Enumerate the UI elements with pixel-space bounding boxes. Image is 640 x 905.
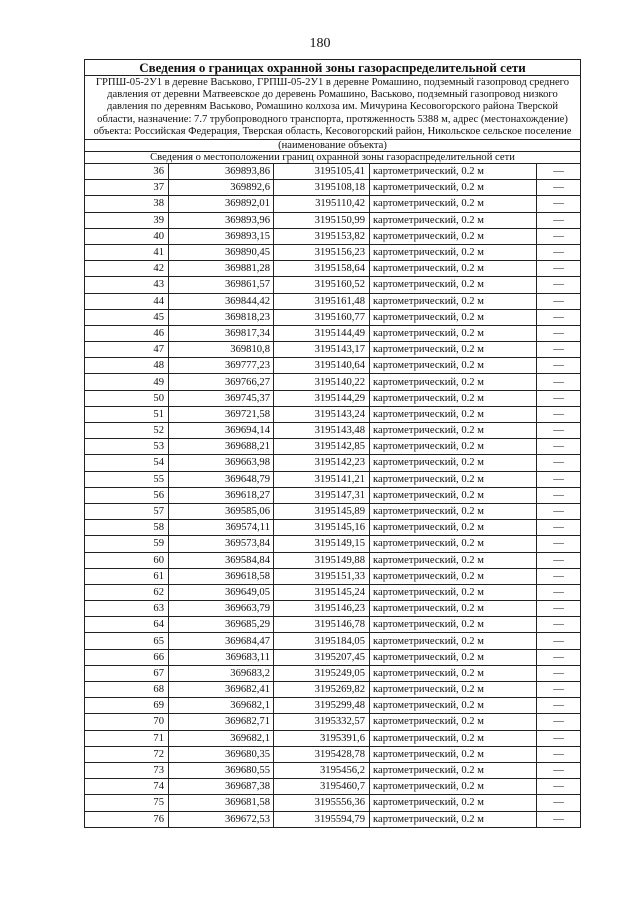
x-coordinate-cell: 369682,41 [169, 682, 274, 698]
point-number-cell: 46 [85, 325, 169, 341]
x-coordinate-cell: 369680,55 [169, 762, 274, 778]
table-row [85, 455, 580, 471]
method-accuracy-cell: картометрический, 0.2 м [370, 244, 537, 260]
x-coordinate-cell: 369745,37 [169, 390, 274, 406]
table-row [85, 682, 580, 698]
x-coordinate-cell: 369682,1 [169, 730, 274, 746]
y-coordinate-cell: 3195149,15 [274, 536, 370, 552]
description-cell: — [537, 649, 581, 665]
description-cell: — [537, 568, 581, 584]
description-cell: — [537, 293, 581, 309]
description-cell: — [537, 180, 581, 196]
y-coordinate-cell: 3195428,78 [274, 746, 370, 762]
table-row [85, 536, 580, 552]
y-coordinate-cell: 3195161,48 [274, 293, 370, 309]
method-accuracy-cell: картометрический, 0.2 м [370, 552, 537, 568]
point-number-cell: 71 [85, 730, 169, 746]
y-coordinate-cell: 3195144,49 [274, 325, 370, 341]
table-row [85, 617, 580, 633]
x-coordinate-cell: 369810,8 [169, 342, 274, 358]
y-coordinate-cell: 3195143,48 [274, 423, 370, 439]
description-cell: — [537, 779, 581, 795]
y-coordinate-cell: 3195150,99 [274, 212, 370, 228]
y-coordinate-cell: 3195145,24 [274, 584, 370, 600]
description-cell: — [537, 261, 581, 277]
table-row [85, 633, 580, 649]
point-number-cell: 60 [85, 552, 169, 568]
table-row [85, 358, 580, 374]
method-accuracy-cell: картометрический, 0.2 м [370, 342, 537, 358]
x-coordinate-cell: 369893,86 [169, 164, 274, 180]
x-coordinate-cell: 369649,05 [169, 584, 274, 600]
method-accuracy-cell: картометрический, 0.2 м [370, 423, 537, 439]
point-number-cell: 61 [85, 568, 169, 584]
table-row [85, 164, 580, 180]
table-row [85, 795, 580, 811]
point-number-cell: 51 [85, 406, 169, 422]
description-cell: — [537, 714, 581, 730]
x-coordinate-cell: 369648,79 [169, 471, 274, 487]
y-coordinate-cell: 3195460,7 [274, 779, 370, 795]
y-coordinate-cell: 3195142,85 [274, 439, 370, 455]
description-cell: — [537, 633, 581, 649]
table-row [85, 180, 580, 196]
description-cell: — [537, 584, 581, 600]
method-accuracy-cell: картометрический, 0.2 м [370, 568, 537, 584]
method-accuracy-cell: картометрический, 0.2 м [370, 584, 537, 600]
description-cell: — [537, 552, 581, 568]
point-number-cell: 42 [85, 261, 169, 277]
description-cell: — [537, 455, 581, 471]
table-row [85, 261, 580, 277]
x-coordinate-cell: 369683,11 [169, 649, 274, 665]
point-number-cell: 65 [85, 633, 169, 649]
y-coordinate-cell: 3195142,23 [274, 455, 370, 471]
x-coordinate-cell: 369817,34 [169, 325, 274, 341]
y-coordinate-cell: 3195207,45 [274, 649, 370, 665]
description-cell: — [537, 601, 581, 617]
table-row [85, 325, 580, 341]
y-coordinate-cell: 3195151,33 [274, 568, 370, 584]
method-accuracy-cell: картометрический, 0.2 м [370, 212, 537, 228]
x-coordinate-cell: 369585,06 [169, 503, 274, 519]
table-row [85, 244, 580, 260]
table-row [85, 212, 580, 228]
y-coordinate-cell: 3195156,23 [274, 244, 370, 260]
point-number-cell: 44 [85, 293, 169, 309]
point-number-cell: 63 [85, 601, 169, 617]
description-cell: — [537, 698, 581, 714]
x-coordinate-cell: 369766,27 [169, 374, 274, 390]
point-number-cell: 38 [85, 196, 169, 212]
method-accuracy-cell: картометрический, 0.2 м [370, 439, 537, 455]
description-cell: — [537, 358, 581, 374]
table-row [85, 439, 580, 455]
method-accuracy-cell: картометрический, 0.2 м [370, 374, 537, 390]
table-row [85, 277, 580, 293]
method-accuracy-cell: картометрический, 0.2 м [370, 633, 537, 649]
y-coordinate-cell: 3195149,88 [274, 552, 370, 568]
description-cell: — [537, 746, 581, 762]
method-accuracy-cell: картометрический, 0.2 м [370, 309, 537, 325]
description-cell: — [537, 471, 581, 487]
y-coordinate-cell: 3195391,6 [274, 730, 370, 746]
description-cell: — [537, 423, 581, 439]
y-coordinate-cell: 3195146,78 [274, 617, 370, 633]
table-row [85, 762, 580, 778]
x-coordinate-cell: 369687,38 [169, 779, 274, 795]
x-coordinate-cell: 369893,15 [169, 228, 274, 244]
x-coordinate-cell: 369684,47 [169, 633, 274, 649]
table-row [85, 568, 580, 584]
point-number-cell: 75 [85, 795, 169, 811]
description-cell: — [537, 520, 581, 536]
point-number-cell: 53 [85, 439, 169, 455]
table-row [85, 471, 580, 487]
y-coordinate-cell: 3195146,23 [274, 601, 370, 617]
point-number-cell: 43 [85, 277, 169, 293]
method-accuracy-cell: картометрический, 0.2 м [370, 261, 537, 277]
method-accuracy-cell: картометрический, 0.2 м [370, 520, 537, 536]
y-coordinate-cell: 3195141,21 [274, 471, 370, 487]
point-number-cell: 67 [85, 665, 169, 681]
method-accuracy-cell: картометрический, 0.2 м [370, 665, 537, 681]
description-cell: — [537, 536, 581, 552]
x-coordinate-cell: 369680,35 [169, 746, 274, 762]
y-coordinate-cell: 3195269,82 [274, 682, 370, 698]
y-coordinate-cell: 3195160,77 [274, 309, 370, 325]
point-number-cell: 47 [85, 342, 169, 358]
location-section-title: Сведения о местоположении границ охранной зоны газораспределительной сети [85, 152, 580, 164]
x-coordinate-cell: 369574,11 [169, 520, 274, 536]
description-cell: — [537, 682, 581, 698]
table-row [85, 811, 580, 827]
x-coordinate-cell: 369618,58 [169, 568, 274, 584]
description-cell: — [537, 164, 581, 180]
method-accuracy-cell: картометрический, 0.2 м [370, 811, 537, 827]
y-coordinate-cell: 3195594,79 [274, 811, 370, 827]
x-coordinate-cell: 369890,45 [169, 244, 274, 260]
y-coordinate-cell: 3195556,36 [274, 795, 370, 811]
point-number-cell: 68 [85, 682, 169, 698]
point-number-cell: 73 [85, 762, 169, 778]
table-row [85, 423, 580, 439]
page-number: 180 [309, 36, 331, 51]
x-coordinate-cell: 369721,58 [169, 406, 274, 422]
method-accuracy-cell: картометрический, 0.2 м [370, 487, 537, 503]
description-cell: — [537, 795, 581, 811]
point-number-cell: 57 [85, 503, 169, 519]
x-coordinate-cell: 369584,84 [169, 552, 274, 568]
x-coordinate-cell: 369893,96 [169, 212, 274, 228]
point-number-cell: 76 [85, 811, 169, 827]
point-number-cell: 41 [85, 244, 169, 260]
zone-boundary-document [84, 59, 581, 828]
table-row [85, 552, 580, 568]
x-coordinate-cell: 369682,1 [169, 698, 274, 714]
description-cell: — [537, 390, 581, 406]
x-coordinate-cell: 369892,01 [169, 196, 274, 212]
point-number-cell: 56 [85, 487, 169, 503]
y-coordinate-cell: 3195140,22 [274, 374, 370, 390]
description-cell: — [537, 374, 581, 390]
method-accuracy-cell: картометрический, 0.2 м [370, 714, 537, 730]
description-cell: — [537, 617, 581, 633]
description-cell: — [537, 406, 581, 422]
y-coordinate-cell: 3195184,05 [274, 633, 370, 649]
x-coordinate-cell: 369694,14 [169, 423, 274, 439]
object-description: ГРПШ-05-2У1 в деревне Васьково, ГРПШ-05-2У1 в деревне Ромашино, подземный газопровод среднего давления от деревни Матвеевское до деревень Ромашино, Васьково, подземный газопровод низкого давления по деревням Васьково, Ромашино колхоза им. Мичурина Кесовогорского района Тверской области, назначение: 7.7 трубопроводного транспорта, протяженность 5388 м, адрес (местонахождение) объекта: Российская Федерация, Тверская область, Кесовогорский район, Никольское сельское поселение [85, 76, 580, 140]
point-number-cell: 45 [85, 309, 169, 325]
point-number-cell: 55 [85, 471, 169, 487]
point-number-cell: 40 [85, 228, 169, 244]
method-accuracy-cell: картометрический, 0.2 м [370, 180, 537, 196]
point-number-cell: 36 [85, 164, 169, 180]
table-row [85, 228, 580, 244]
table-row [85, 293, 580, 309]
method-accuracy-cell: картометрический, 0.2 м [370, 164, 537, 180]
y-coordinate-cell: 3195249,05 [274, 665, 370, 681]
description-cell: — [537, 325, 581, 341]
x-coordinate-cell: 369672,53 [169, 811, 274, 827]
y-coordinate-cell: 3195108,18 [274, 180, 370, 196]
description-cell: — [537, 309, 581, 325]
method-accuracy-cell: картометрический, 0.2 м [370, 762, 537, 778]
y-coordinate-cell: 3195145,89 [274, 503, 370, 519]
x-coordinate-cell: 369681,58 [169, 795, 274, 811]
table-row [85, 730, 580, 746]
table-row [85, 196, 580, 212]
point-number-cell: 54 [85, 455, 169, 471]
method-accuracy-cell: картометрический, 0.2 м [370, 358, 537, 374]
method-accuracy-cell: картометрический, 0.2 м [370, 325, 537, 341]
method-accuracy-cell: картометрический, 0.2 м [370, 779, 537, 795]
table-row [85, 487, 580, 503]
method-accuracy-cell: картометрический, 0.2 м [370, 649, 537, 665]
table-row [85, 520, 580, 536]
x-coordinate-cell: 369892,6 [169, 180, 274, 196]
object-name-caption: (наименование объекта) [85, 140, 580, 152]
description-cell: — [537, 503, 581, 519]
y-coordinate-cell: 3195299,48 [274, 698, 370, 714]
point-number-cell: 69 [85, 698, 169, 714]
y-coordinate-cell: 3195140,64 [274, 358, 370, 374]
point-number-cell: 62 [85, 584, 169, 600]
x-coordinate-cell: 369683,2 [169, 665, 274, 681]
point-number-cell: 49 [85, 374, 169, 390]
point-number-cell: 74 [85, 779, 169, 795]
document-title: Сведения о границах охранной зоны газораспределительной сети [85, 60, 580, 76]
x-coordinate-cell: 369682,71 [169, 714, 274, 730]
y-coordinate-cell: 3195145,16 [274, 520, 370, 536]
method-accuracy-cell: картометрический, 0.2 м [370, 601, 537, 617]
y-coordinate-cell: 3195153,82 [274, 228, 370, 244]
y-coordinate-cell: 3195160,52 [274, 277, 370, 293]
point-number-cell: 70 [85, 714, 169, 730]
table-row [85, 714, 580, 730]
x-coordinate-cell: 369818,23 [169, 309, 274, 325]
method-accuracy-cell: картометрический, 0.2 м [370, 293, 537, 309]
y-coordinate-cell: 3195456,2 [274, 762, 370, 778]
x-coordinate-cell: 369861,57 [169, 277, 274, 293]
y-coordinate-cell: 3195110,42 [274, 196, 370, 212]
method-accuracy-cell: картометрический, 0.2 м [370, 730, 537, 746]
method-accuracy-cell: картометрический, 0.2 м [370, 471, 537, 487]
coordinates-table [85, 164, 580, 827]
table-row [85, 406, 580, 422]
table-row [85, 374, 580, 390]
method-accuracy-cell: картометрический, 0.2 м [370, 277, 537, 293]
x-coordinate-cell: 369844,42 [169, 293, 274, 309]
table-row [85, 665, 580, 681]
point-number-cell: 66 [85, 649, 169, 665]
y-coordinate-cell: 3195144,29 [274, 390, 370, 406]
description-cell: — [537, 439, 581, 455]
point-number-cell: 50 [85, 390, 169, 406]
table-row [85, 390, 580, 406]
x-coordinate-cell: 369777,23 [169, 358, 274, 374]
method-accuracy-cell: картометрический, 0.2 м [370, 682, 537, 698]
method-accuracy-cell: картометрический, 0.2 м [370, 617, 537, 633]
y-coordinate-cell: 3195143,17 [274, 342, 370, 358]
description-cell: — [537, 342, 581, 358]
table-row [85, 503, 580, 519]
method-accuracy-cell: картометрический, 0.2 м [370, 196, 537, 212]
method-accuracy-cell: картометрический, 0.2 м [370, 228, 537, 244]
table-row [85, 342, 580, 358]
x-coordinate-cell: 369881,28 [169, 261, 274, 277]
description-cell: — [537, 762, 581, 778]
point-number-cell: 37 [85, 180, 169, 196]
x-coordinate-cell: 369685,29 [169, 617, 274, 633]
description-cell: — [537, 487, 581, 503]
method-accuracy-cell: картометрический, 0.2 м [370, 503, 537, 519]
method-accuracy-cell: картометрический, 0.2 м [370, 455, 537, 471]
y-coordinate-cell: 3195143,24 [274, 406, 370, 422]
description-cell: — [537, 811, 581, 827]
table-row [85, 601, 580, 617]
description-cell: — [537, 228, 581, 244]
x-coordinate-cell: 369663,79 [169, 601, 274, 617]
x-coordinate-cell: 369618,27 [169, 487, 274, 503]
point-number-cell: 72 [85, 746, 169, 762]
table-row [85, 584, 580, 600]
description-cell: — [537, 196, 581, 212]
x-coordinate-cell: 369663,98 [169, 455, 274, 471]
x-coordinate-cell: 369688,21 [169, 439, 274, 455]
method-accuracy-cell: картометрический, 0.2 м [370, 406, 537, 422]
method-accuracy-cell: картометрический, 0.2 м [370, 698, 537, 714]
description-cell: — [537, 665, 581, 681]
table-row [85, 649, 580, 665]
y-coordinate-cell: 3195105,41 [274, 164, 370, 180]
y-coordinate-cell: 3195147,31 [274, 487, 370, 503]
point-number-cell: 58 [85, 520, 169, 536]
description-cell: — [537, 277, 581, 293]
point-number-cell: 52 [85, 423, 169, 439]
table-row [85, 779, 580, 795]
method-accuracy-cell: картометрический, 0.2 м [370, 390, 537, 406]
y-coordinate-cell: 3195332,57 [274, 714, 370, 730]
table-row [85, 309, 580, 325]
point-number-cell: 59 [85, 536, 169, 552]
table-row [85, 698, 580, 714]
method-accuracy-cell: картометрический, 0.2 м [370, 795, 537, 811]
y-coordinate-cell: 3195158,64 [274, 261, 370, 277]
description-cell: — [537, 244, 581, 260]
x-coordinate-cell: 369573,84 [169, 536, 274, 552]
point-number-cell: 39 [85, 212, 169, 228]
description-cell: — [537, 730, 581, 746]
method-accuracy-cell: картометрический, 0.2 м [370, 536, 537, 552]
description-cell: — [537, 212, 581, 228]
point-number-cell: 48 [85, 358, 169, 374]
point-number-cell: 64 [85, 617, 169, 633]
method-accuracy-cell: картометрический, 0.2 м [370, 746, 537, 762]
table-row [85, 746, 580, 762]
